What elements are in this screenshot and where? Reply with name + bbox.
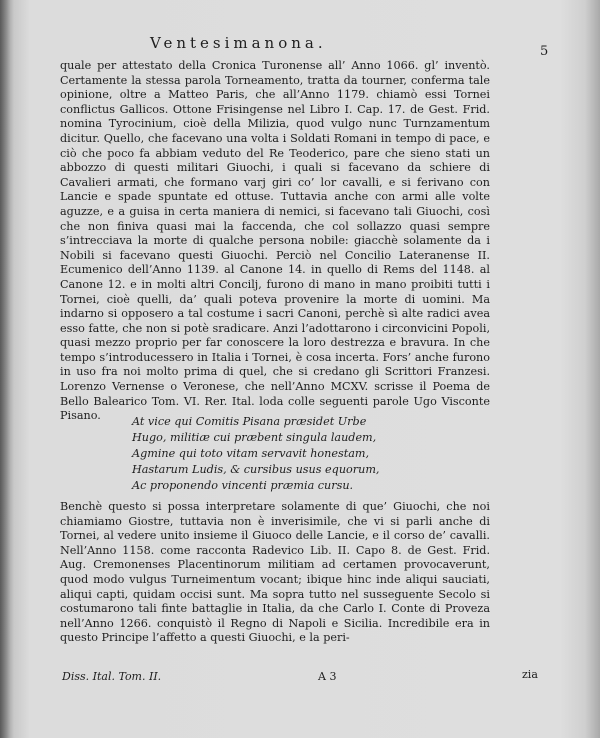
gutter-shadow [0, 0, 14, 738]
footer-series-title: Diss. Ital. Tom. II. [62, 670, 162, 683]
main-paragraph [60, 59, 490, 424]
verse-line: Hugo, militiæ cui præbent singula laudem, [132, 431, 377, 444]
verse-line: Agmine qui toto vitam servavit honestam, [132, 447, 370, 460]
catchword: zia [522, 668, 538, 681]
verse-line: Hastarum Ludis, & cursibus usus equorum, [132, 463, 380, 476]
paragraph-2: Benchè questo si possa interpretare solamente di que’ Giuochi, che noi chiamiamo Giostre, tuttavia non è inverisimile, che vi si parli anche di Tornei, al vedere unito insieme il Giuoco delle Lancie, e il corso de’ cavalli. Nell’Anno 1158. come racconta Radevico Lib. II. Capo 8. de Gest. Frid. Aug. Cremonenses Placentinorum militiam ad certamen provocaverunt, quod modo vulgus Turneimentum vocant; ibique hinc inde aliqui sauciati, aliqui capti, quidam occisi sunt. Ma sopra tutto nel susseguente Secolo si costumarono tali finte battaglie in Italia, da che Carlo I. Conte di Proveza nell’Anno 1266. conquistò il Regno di Napoli e Sicilia. Incredibile era in questo Principe l’affetto a questi Giuochi, e la peri- [60, 500, 490, 645]
second-paragraph [60, 500, 490, 646]
latin-verse-quote [132, 414, 512, 494]
page-number: 5 [540, 44, 549, 59]
signature-mark: A 3 [318, 670, 337, 683]
verse-line: At vice qui Comitis Pisana præsidet Urbe [132, 415, 367, 428]
paragraph-1: quale per attestato della Cronica Turonense all’ Anno 1066. gl’ inventò. Certamente la stessa parola Torneamento, tratta da tourner, conferma tale opinione, oltre a Matteo Paris, che all’Anno 1179. chiamò essi Tornei conflictus Gallicos. Ottone Frisingense nel Libro I. Cap. 17. de Gest. Frid. nomina Tyrocinium, cioè della Milizia, quod vulgo nunc Turnzamentum dicitur. Quello, che facevano una volta i Soldati Romani in tempo di pace, e ciò che poco fa abbiam veduto del Re Teoderico, pare che sieno stati un abbozzo di questi militari Giuochi, i quali si facevano da schiere di Cavalieri armati, che formano varj giri co’ lor cavalli, e si ferivano con Lancie e spade spuntate ed ottuse. Tuttavia anche con armi alle volte aguzze, e a guisa in certa maniera di nemici, si facevano tali Giuochi, così che non finiva quasi mai la faccenda, che col sollazzo quasi sempre s’intrecciava la morte di qualche persona nobile: giacchè solamente da i Nobili si facevano questi Giuochi. Perciò nel Concilio Lateranense II. Ecumenico dell’Anno 1139. al Canone 14. in quello di Rems del 1148. al Canone 12. e in molti altri Concilj, furono di mano in mano proibiti tutti i Tornei, cioè quelli, da’ quali poteva provenire la morte di uomini. Ma indarno si opposero a tal costume i sacri Canoni, perchè sì alte radici avea esso fatte, che non si potè sradicare. Anzi l’adottarono i circonvicini Popoli, quasi mezzo proprio per far conoscere la loro destrezza e bravura. In che tempo s’introducessero in Italia i Tornei, è cosa incerta. Fors’ anche furono in uso fra noi molto prima di quel, che si credano gli Scrittori Franzesi. Lorenzo Vernense o Veronese, che nell’Anno MCXV. scrisse il Poema de Bello Balearico Tom. VI. Rer. Ital. loda colle seguenti parole Ugo Visconte Pisano. [60, 59, 490, 423]
verse-line: Ac proponendo vincenti præmia cursu. [132, 479, 354, 492]
running-head: Ventesimanona. [150, 34, 327, 52]
